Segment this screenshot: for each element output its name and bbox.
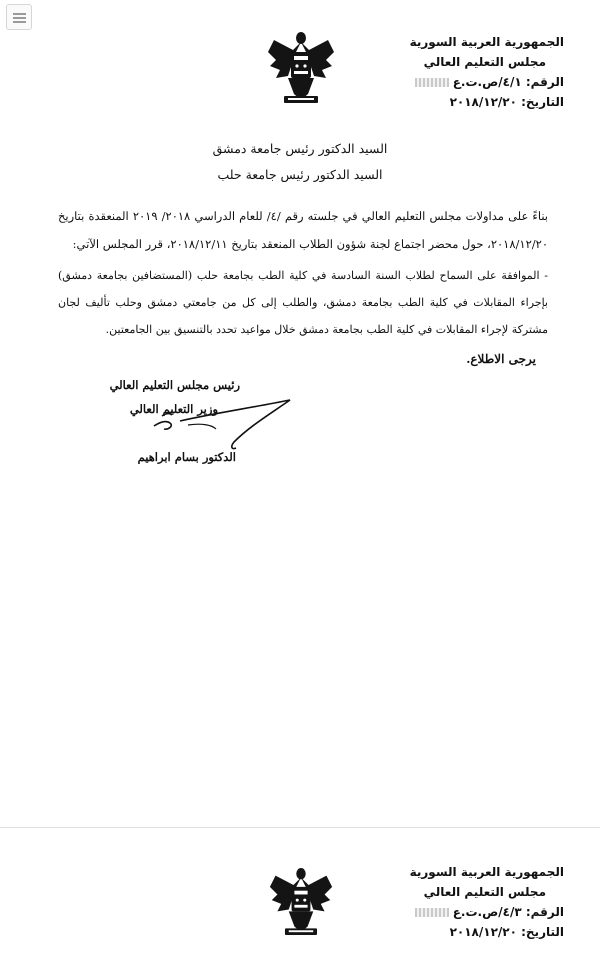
handwritten-signature	[150, 396, 300, 458]
letter-date-2	[384, 922, 564, 942]
date-value-2: ٢٠١٨/١٢/٢٠	[449, 925, 517, 939]
republic-name: الجمهورية العربية السورية	[409, 35, 564, 49]
decision-paragraph: - الموافقة على السماح لطلاب السنة السادسة في كلية الطب بجامعة حلب (المستضافين بجامعة دمشق) بإجراء المقابلات في كلية الطب بجامعة دمشق، والطلب إلى كل من جامعتي دمشق وحلب تأليف لجان مشتركة لإجراء المقابلات في كلية الطب بجامعة دمشق خلال مواعيد تحدد بالتنسيق بين الجامعتين.	[58, 269, 548, 336]
council-name-2: مجلس التعليم العالي	[423, 885, 546, 899]
signatory-title: رئيس مجلس التعليم العالي	[109, 378, 240, 392]
council-name: مجلس التعليم العالي	[423, 55, 546, 69]
republic-name-2: الجمهورية العربية السورية	[409, 865, 564, 879]
eagle-emblem-icon-2	[268, 866, 334, 938]
letter-header	[384, 32, 564, 112]
redacted-mark-2	[415, 908, 449, 917]
reference-number-2	[384, 902, 564, 922]
addressee-aleppo: السيد الدكتور رئيس جامعة حلب	[217, 167, 383, 182]
notice-line: يرجى الاطلاع.	[466, 352, 536, 366]
eagle-emblem-icon	[266, 30, 336, 106]
addressee-damascus: السيد الدكتور رئيس جامعة دمشق	[212, 141, 388, 156]
letter-header-2	[384, 862, 564, 942]
reference-value-2: ٤/٣/ص.ت.ع	[452, 905, 522, 919]
addressees	[150, 136, 450, 188]
reference-label-2: الرقم:	[525, 905, 564, 919]
letter-body: بناءً على مداولات مجلس التعليم العالي في جلسته رقم /٤/ للعام الدراسي ٢٠١٨/ ٢٠١٩ المنعقدة بتاريخ ٢٠١٨/١٢/٢٠، حول محضر اجتماع لجنة شؤون الطلاب المنعقد بتاريخ ٢٠١٨/١٢/١١، قرر المجلس الآتي:	[58, 209, 549, 251]
date-value: ٢٠١٨/١٢/٢٠	[449, 95, 517, 109]
signatory-minister-title: وزير التعليم العالي	[129, 402, 218, 416]
letter-date	[384, 92, 564, 112]
reference-value: ٤/١/ص.ت.ع	[452, 75, 522, 89]
reference-number	[384, 72, 564, 92]
reference-label: الرقم:	[525, 75, 564, 89]
redacted-mark	[415, 78, 449, 87]
page-separator	[0, 827, 600, 828]
date-label: التاريخ:	[521, 95, 564, 109]
signatory-name: الدكتور بسام ابراهيم	[137, 450, 236, 464]
date-label-2: التاريخ:	[521, 925, 564, 939]
hamburger-menu-icon[interactable]	[6, 4, 32, 30]
